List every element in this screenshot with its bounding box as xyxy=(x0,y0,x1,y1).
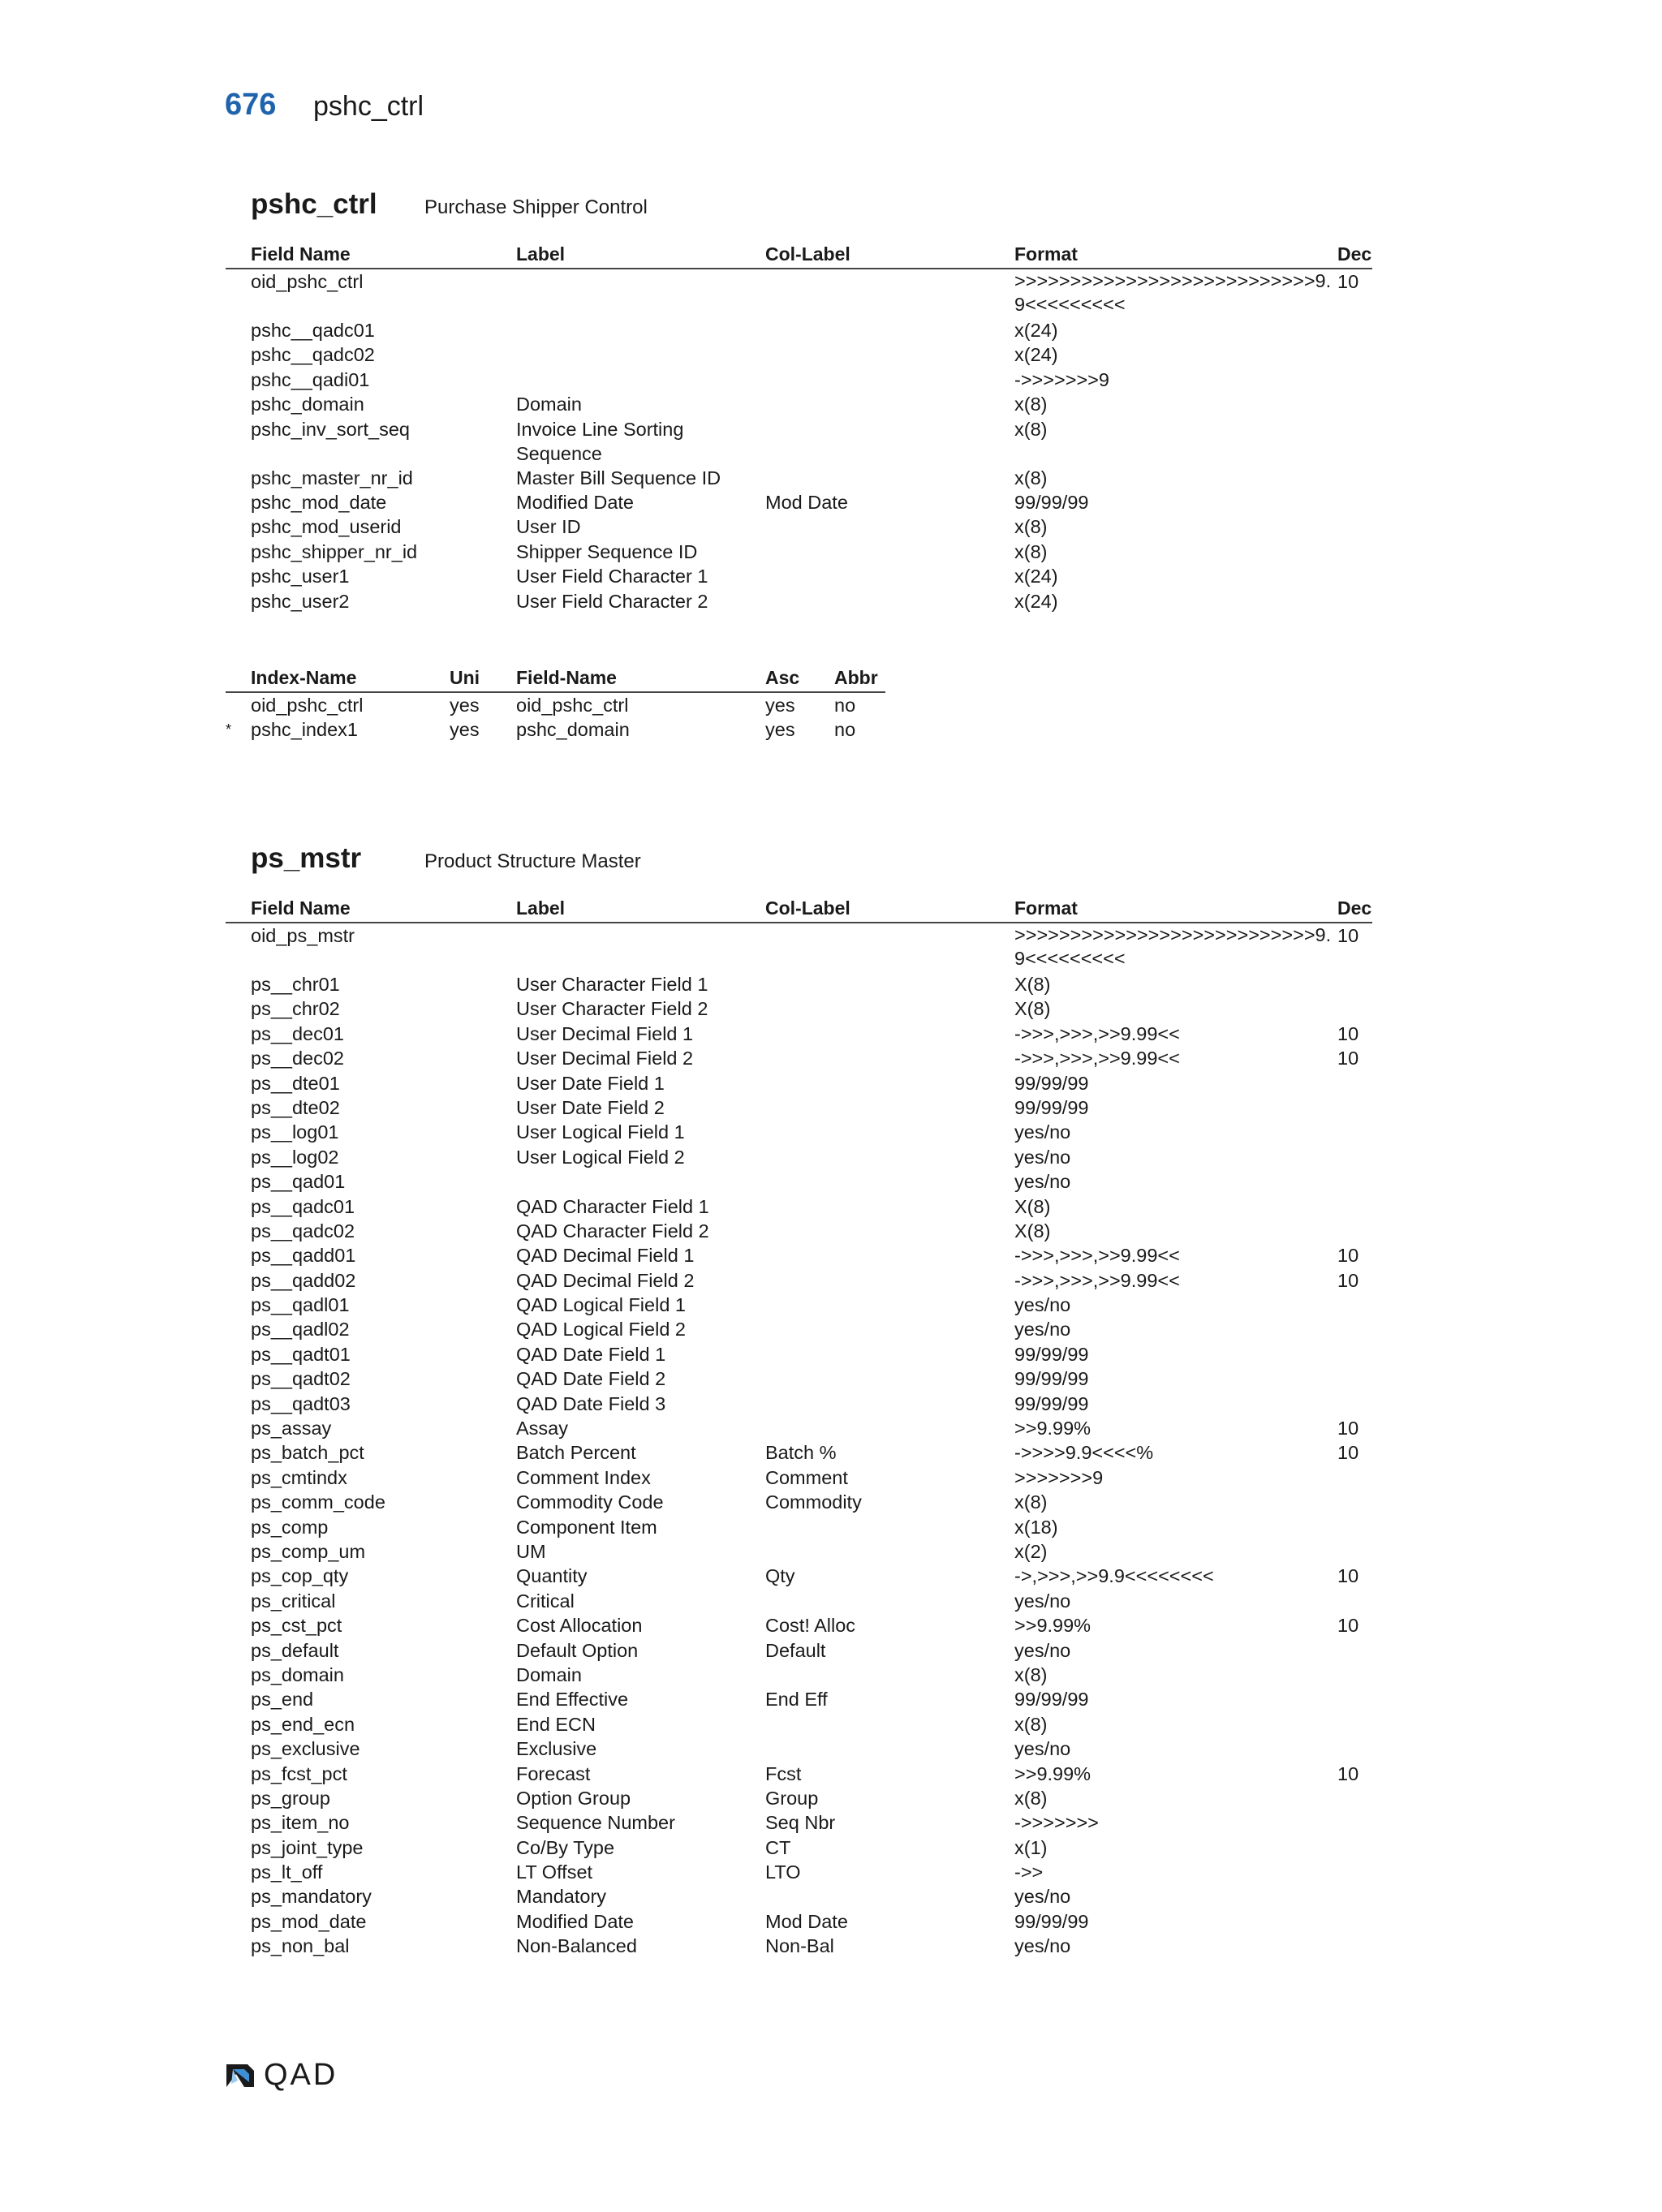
field-name: ps_end_ecn xyxy=(251,1713,355,1735)
field-table-header xyxy=(226,897,1372,923)
field-label: Mandatory xyxy=(516,1886,607,1908)
field-label: Default Option xyxy=(516,1639,639,1661)
index-name: pshc_index1 xyxy=(251,719,358,741)
field-format: x(24) xyxy=(1014,344,1058,366)
field-name: ps_fcst_pct xyxy=(251,1762,347,1784)
field-format: 99/99/99 xyxy=(1014,1910,1089,1932)
field-col-label: LTO xyxy=(765,1861,801,1883)
field-name: pshc_inv_sort_seq xyxy=(251,418,410,440)
field-name: pshc__qadc01 xyxy=(251,320,375,341)
field-row xyxy=(226,1169,1372,1194)
header-field-name: Field Name xyxy=(251,897,351,919)
field-label: UM xyxy=(516,1540,546,1562)
field-row xyxy=(226,1762,1372,1786)
field-decimals: 10 xyxy=(1337,1269,1359,1291)
field-row xyxy=(226,1392,1372,1416)
field-name: ps__qadc01 xyxy=(251,1195,355,1217)
field-label: User Date Field 1 xyxy=(516,1072,665,1094)
field-format: x(8) xyxy=(1014,1491,1048,1513)
field-col-label: End Eff xyxy=(765,1689,828,1711)
field-format: yes/no xyxy=(1014,1935,1071,1957)
field-format: 99/99/99 xyxy=(1014,1392,1089,1414)
field-decimals: 10 xyxy=(1337,1762,1359,1784)
header-format: Format xyxy=(1014,897,1078,919)
field-row xyxy=(226,1046,1372,1070)
index-table-pshc-ctrl xyxy=(226,667,885,742)
field-name: ps__dec01 xyxy=(251,1022,344,1044)
field-row xyxy=(226,1687,1372,1711)
field-name: ps_mandatory xyxy=(251,1886,372,1908)
field-row xyxy=(226,1293,1372,1317)
field-label: Modified Date xyxy=(516,1910,634,1932)
header-asc: Asc xyxy=(765,667,800,688)
field-format: yes/no xyxy=(1014,1590,1071,1612)
field-format: x(24) xyxy=(1014,320,1058,341)
field-name: ps__qadc02 xyxy=(251,1220,355,1242)
field-label: QAD Date Field 1 xyxy=(516,1343,666,1365)
field-name: ps_cop_qty xyxy=(251,1565,349,1587)
field-format: x(18) xyxy=(1014,1516,1058,1538)
qad-logo xyxy=(225,2059,347,2090)
field-decimals: 10 xyxy=(1337,1442,1359,1464)
table-name: ps_mstr xyxy=(251,842,362,874)
field-format: 99/99/99 xyxy=(1014,1072,1089,1094)
field-row xyxy=(226,1638,1372,1663)
field-row xyxy=(226,564,1372,588)
header-format: Format xyxy=(1014,243,1078,265)
field-format: ->>>,>>>,>>9.99<< xyxy=(1014,1269,1180,1291)
field-label: Comment Index xyxy=(516,1466,651,1488)
field-decimals: 10 xyxy=(1337,1565,1359,1587)
field-label: Cost Allocation xyxy=(516,1615,643,1637)
field-col-label: Batch % xyxy=(765,1442,837,1464)
field-col-label: Commodity xyxy=(765,1491,862,1513)
field-name: ps__dte01 xyxy=(251,1072,340,1094)
field-format: ->>>,>>>,>>9.99<< xyxy=(1014,1022,1180,1044)
field-row xyxy=(226,1835,1372,1860)
field-table-body xyxy=(226,269,1372,613)
field-name: ps_critical xyxy=(251,1590,336,1612)
field-format: yes/no xyxy=(1014,1639,1071,1661)
field-format: x(24) xyxy=(1014,566,1058,587)
field-name: ps_item_no xyxy=(251,1812,350,1834)
field-name: ps_assay xyxy=(251,1418,332,1440)
field-name: ps_exclusive xyxy=(251,1738,360,1760)
index-name: oid_pshc_ctrl xyxy=(251,695,364,716)
field-name: ps__dec02 xyxy=(251,1048,344,1069)
field-col-label: Fcst xyxy=(765,1762,802,1784)
field-label: QAD Date Field 2 xyxy=(516,1368,666,1390)
field-format: x(8) xyxy=(1014,1787,1048,1809)
field-row xyxy=(226,589,1372,613)
field-format: x(8) xyxy=(1014,394,1048,415)
field-format: x(24) xyxy=(1014,590,1058,612)
field-decimals: 10 xyxy=(1337,1418,1359,1440)
header-index-name: Index-Name xyxy=(251,667,357,688)
field-label: Component Item xyxy=(516,1516,657,1538)
field-label: User Logical Field 2 xyxy=(516,1146,685,1168)
field-name: pshc_mod_userid xyxy=(251,516,402,538)
field-row xyxy=(226,1564,1372,1588)
field-format: yes/no xyxy=(1014,1319,1071,1341)
field-name: ps__chr01 xyxy=(251,974,340,995)
field-name: pshc_master_nr_id xyxy=(251,467,413,488)
field-label: Quantity xyxy=(516,1565,588,1587)
field-format: x(8) xyxy=(1014,418,1048,440)
field-name: ps__log02 xyxy=(251,1146,339,1168)
field-row xyxy=(226,1194,1372,1219)
qad-logo-icon xyxy=(225,2061,256,2089)
field-row xyxy=(226,392,1372,416)
field-label: Invoice Line Sorting Sequence xyxy=(516,418,684,464)
field-row xyxy=(226,1712,1372,1736)
header-col-label: Col-Label xyxy=(765,243,850,265)
field-name: pshc_mod_date xyxy=(251,491,387,513)
field-format: x(2) xyxy=(1014,1540,1048,1562)
field-label: Shipper Sequence ID xyxy=(516,540,698,562)
field-format: >>9.99% xyxy=(1014,1615,1091,1637)
index-abbr: no xyxy=(834,695,856,716)
field-decimals: 10 xyxy=(1337,1245,1359,1267)
field-name: pshc__qadi01 xyxy=(251,368,370,390)
field-row xyxy=(226,1884,1372,1909)
field-label: Assay xyxy=(516,1418,568,1440)
field-name: pshc_user2 xyxy=(251,590,350,612)
field-format: yes/no xyxy=(1014,1886,1071,1908)
field-label: QAD Decimal Field 1 xyxy=(516,1245,695,1267)
field-format: x(8) xyxy=(1014,1713,1048,1735)
field-col-label: CT xyxy=(765,1836,791,1858)
table-name: pshc_ctrl xyxy=(251,188,377,220)
field-format: X(8) xyxy=(1014,1220,1051,1242)
index-unique: yes xyxy=(450,719,480,741)
field-format: ->>>,>>>,>>9.99<< xyxy=(1014,1048,1180,1069)
field-name: pshc_user1 xyxy=(251,566,350,587)
field-label: Domain xyxy=(516,394,582,415)
field-row xyxy=(226,1490,1372,1514)
field-name: oid_pshc_ctrl xyxy=(251,271,364,292)
field-row xyxy=(226,1786,1372,1810)
field-label: User Character Field 2 xyxy=(516,998,708,1020)
field-decimals: 10 xyxy=(1337,1615,1359,1637)
field-format: >>9.99% xyxy=(1014,1418,1091,1440)
qad-logo-text: QAD xyxy=(264,2058,338,2092)
index-abbr: no xyxy=(834,719,856,741)
header-abbr: Abbr xyxy=(834,667,878,688)
field-label: Critical xyxy=(516,1590,575,1612)
header-field-name: Field Name xyxy=(251,243,351,265)
header-dec: Dec xyxy=(1337,897,1372,919)
field-row xyxy=(226,1145,1372,1169)
field-decimals: 10 xyxy=(1337,1022,1359,1044)
header-uni: Uni xyxy=(450,667,480,688)
field-format: X(8) xyxy=(1014,998,1051,1020)
field-format: >>>>>>>>>>>>>>>>>>>>>>>>>>>9.9<<<<<<<<< xyxy=(1014,924,1332,969)
field-label: QAD Decimal Field 2 xyxy=(516,1269,695,1291)
field-format: X(8) xyxy=(1014,1195,1051,1217)
field-row xyxy=(226,996,1372,1021)
field-label: User Field Character 1 xyxy=(516,566,708,587)
field-format: ->,>>>,>>9.9<<<<<<<< xyxy=(1014,1565,1214,1587)
field-name: ps__qad01 xyxy=(251,1171,346,1193)
field-name: ps_joint_type xyxy=(251,1836,364,1858)
index-asc: yes xyxy=(765,695,795,716)
field-row xyxy=(226,540,1372,564)
field-row xyxy=(226,1860,1372,1884)
field-row xyxy=(226,1342,1372,1366)
field-col-label: Group xyxy=(765,1787,819,1809)
field-label: User Character Field 1 xyxy=(516,974,708,995)
index-table-header xyxy=(226,667,885,693)
field-row xyxy=(226,269,1372,318)
field-name: ps_group xyxy=(251,1787,330,1809)
field-row xyxy=(226,1243,1372,1267)
field-row xyxy=(226,466,1372,490)
field-name: ps__qadt02 xyxy=(251,1368,351,1390)
field-col-label: Seq Nbr xyxy=(765,1812,836,1834)
index-unique: yes xyxy=(450,695,480,716)
field-name: ps__chr02 xyxy=(251,998,340,1020)
field-row xyxy=(226,1909,1372,1934)
header-label: Label xyxy=(516,897,566,919)
field-row xyxy=(226,1317,1372,1341)
field-label: Exclusive xyxy=(516,1738,597,1760)
index-row xyxy=(226,693,885,717)
field-format: 99/99/99 xyxy=(1014,1343,1089,1365)
field-decimals: 10 xyxy=(1337,925,1359,946)
field-label: End Effective xyxy=(516,1689,629,1711)
field-col-label: Cost! Alloc xyxy=(765,1615,856,1637)
field-col-label: Mod Date xyxy=(765,491,848,513)
field-row xyxy=(226,318,1372,342)
field-row xyxy=(226,1613,1372,1637)
index-field-name: oid_pshc_ctrl xyxy=(516,695,629,716)
field-label: Batch Percent xyxy=(516,1442,636,1464)
field-col-label: Non-Bal xyxy=(765,1935,834,1957)
field-row xyxy=(226,1515,1372,1539)
field-format: yes/no xyxy=(1014,1121,1071,1143)
field-label: User Date Field 2 xyxy=(516,1096,665,1118)
field-row xyxy=(226,1219,1372,1243)
field-format: ->>>>>>> xyxy=(1014,1812,1099,1834)
field-row xyxy=(226,1022,1372,1046)
field-format: yes/no xyxy=(1014,1171,1071,1193)
field-format: 99/99/99 xyxy=(1014,1368,1089,1390)
field-format: x(8) xyxy=(1014,467,1048,488)
field-col-label: Qty xyxy=(765,1565,795,1587)
field-label: Modified Date xyxy=(516,491,634,513)
field-format: ->> xyxy=(1014,1861,1044,1883)
field-name: ps_non_bal xyxy=(251,1935,350,1957)
field-name: ps__qadd02 xyxy=(251,1269,356,1291)
field-col-label: Mod Date xyxy=(765,1910,848,1932)
field-format: ->>>>9.9<<<<% xyxy=(1014,1442,1154,1464)
field-label: Non-Balanced xyxy=(516,1935,637,1957)
field-label: QAD Logical Field 1 xyxy=(516,1294,686,1316)
field-format: yes/no xyxy=(1014,1146,1071,1168)
index-row xyxy=(226,717,885,742)
field-label: QAD Character Field 1 xyxy=(516,1195,709,1217)
field-name: ps_mod_date xyxy=(251,1910,367,1932)
field-label: User Decimal Field 2 xyxy=(516,1048,694,1069)
field-label: End ECN xyxy=(516,1713,596,1735)
field-row xyxy=(226,972,1372,996)
field-format: x(8) xyxy=(1014,516,1048,538)
field-format: yes/no xyxy=(1014,1294,1071,1316)
field-label: Domain xyxy=(516,1663,582,1685)
field-row xyxy=(226,1539,1372,1564)
field-row xyxy=(226,1934,1372,1958)
field-table-pshc-ctrl xyxy=(226,243,1372,613)
field-decimals: 10 xyxy=(1337,1048,1359,1069)
index-field-name: pshc_domain xyxy=(516,719,630,741)
field-name: ps__dte02 xyxy=(251,1096,340,1118)
field-name: ps_lt_off xyxy=(251,1861,323,1883)
index-asc: yes xyxy=(765,719,795,741)
field-row xyxy=(226,1810,1372,1835)
field-row xyxy=(226,1589,1372,1613)
field-table-ps-mstr xyxy=(226,897,1372,1959)
field-name: ps_end xyxy=(251,1689,314,1711)
field-name: pshc_shipper_nr_id xyxy=(251,540,418,562)
field-row xyxy=(226,1095,1372,1120)
field-label: QAD Date Field 3 xyxy=(516,1392,666,1414)
field-format: 99/99/99 xyxy=(1014,1096,1089,1118)
field-row xyxy=(226,1663,1372,1687)
primary-index-marker: * xyxy=(226,721,232,738)
field-row xyxy=(226,368,1372,392)
field-row xyxy=(226,1366,1372,1391)
field-name: ps__qadt03 xyxy=(251,1392,351,1414)
field-name: ps_domain xyxy=(251,1663,344,1685)
field-name: ps__log01 xyxy=(251,1121,339,1143)
header-dec: Dec xyxy=(1337,243,1372,265)
field-col-label: Default xyxy=(765,1639,826,1661)
field-row xyxy=(226,1416,1372,1440)
field-format: >>>>>>>9 xyxy=(1014,1466,1104,1488)
field-label: User ID xyxy=(516,516,581,538)
header-label: Label xyxy=(516,243,566,265)
field-name: ps__qadd01 xyxy=(251,1245,356,1267)
field-name: oid_ps_mstr xyxy=(251,925,355,946)
field-label: Commodity Code xyxy=(516,1491,664,1513)
field-label: LT Offset xyxy=(516,1861,593,1883)
field-name: ps_comp xyxy=(251,1516,329,1538)
field-name: ps_batch_pct xyxy=(251,1442,364,1464)
header-index-field-name: Field-Name xyxy=(516,667,617,688)
field-name: ps_cmtindx xyxy=(251,1466,347,1488)
field-format: x(8) xyxy=(1014,540,1048,562)
field-table-header xyxy=(226,243,1372,269)
field-label: User Logical Field 1 xyxy=(516,1121,685,1143)
field-row xyxy=(226,1071,1372,1095)
field-format: >>>>>>>>>>>>>>>>>>>>>>>>>>>9.9<<<<<<<<< xyxy=(1014,270,1332,315)
table-description: Product Structure Master xyxy=(424,850,641,872)
field-name: ps_comp_um xyxy=(251,1540,366,1562)
field-row xyxy=(226,417,1372,466)
field-label: Option Group xyxy=(516,1787,631,1809)
field-name: ps__qadl01 xyxy=(251,1294,350,1316)
field-format: 99/99/99 xyxy=(1014,491,1089,513)
field-name: ps__qadl02 xyxy=(251,1319,350,1341)
field-label: Sequence Number xyxy=(516,1812,675,1834)
field-name: ps_comm_code xyxy=(251,1491,385,1513)
field-format: X(8) xyxy=(1014,974,1051,995)
field-row xyxy=(226,1465,1372,1490)
field-name: ps_cst_pct xyxy=(251,1615,342,1637)
field-row xyxy=(226,1736,1372,1761)
field-row xyxy=(226,342,1372,367)
field-row xyxy=(226,923,1372,972)
field-label: Co/By Type xyxy=(516,1836,615,1858)
field-format: 99/99/99 xyxy=(1014,1689,1089,1711)
field-label: Master Bill Sequence ID xyxy=(516,467,721,488)
field-format: yes/no xyxy=(1014,1738,1071,1760)
field-label: QAD Logical Field 2 xyxy=(516,1319,686,1341)
field-label: User Field Character 2 xyxy=(516,590,708,612)
field-row xyxy=(226,1440,1372,1465)
field-name: ps_default xyxy=(251,1639,339,1661)
field-decimals: 10 xyxy=(1337,271,1359,292)
field-row xyxy=(226,514,1372,539)
field-row xyxy=(226,1268,1372,1293)
field-format: ->>>>>>>9 xyxy=(1014,368,1109,390)
table-description: Purchase Shipper Control xyxy=(424,196,648,218)
field-col-label: Comment xyxy=(765,1466,848,1488)
page-running-title: pshc_ctrl xyxy=(313,91,424,122)
field-table-body xyxy=(226,923,1372,1959)
field-format: ->>>,>>>,>>9.99<< xyxy=(1014,1245,1180,1267)
field-format: x(1) xyxy=(1014,1836,1048,1858)
field-name: ps__qadt01 xyxy=(251,1343,351,1365)
field-row xyxy=(226,490,1372,514)
page-number: 676 xyxy=(225,88,277,122)
field-row xyxy=(226,1120,1372,1144)
header-col-label: Col-Label xyxy=(765,897,850,919)
field-label: User Decimal Field 1 xyxy=(516,1022,694,1044)
field-label: QAD Character Field 2 xyxy=(516,1220,709,1242)
field-name: pshc_domain xyxy=(251,394,364,415)
field-format: >>9.99% xyxy=(1014,1762,1091,1784)
field-format: x(8) xyxy=(1014,1663,1048,1685)
field-label: Forecast xyxy=(516,1762,591,1784)
field-name: pshc__qadc02 xyxy=(251,344,375,366)
